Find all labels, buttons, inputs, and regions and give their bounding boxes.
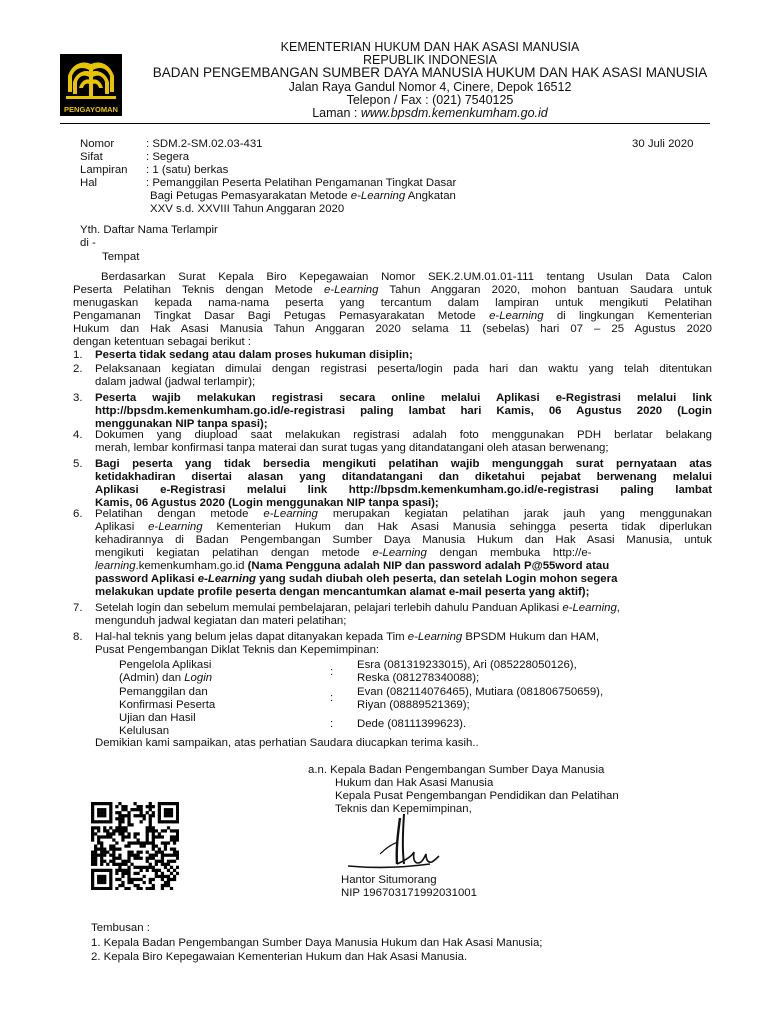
item-5-line-3[interactable]: Aplikasi e-Registrasi melalui link http://bpsdm.kemenkumham.go.id/e-registrasi paling lambat [95, 484, 712, 496]
item-8-line-1b: e-Learning [407, 631, 463, 643]
intro-line-2c: Tahun Anggaran 2020, mohon bantuan Saudara untuk [378, 284, 712, 296]
qr-code [91, 802, 179, 890]
item-6-line-4b: e-Learning [372, 547, 427, 559]
agency-phone: Telepon / Fax : (021) 7540125 [346, 93, 514, 107]
intro-line-4c: di lingkungan Kementerian [543, 310, 712, 322]
contact-2-value-2: Riyan (08889521369); [357, 699, 470, 711]
item-6-line-2a: Aplikasi [95, 521, 149, 533]
hal-line-3: XXV s.d. XXVIII Tahun Anggaran 2020 [150, 203, 345, 215]
hal-line-1: : Pemanggilan Peserta Pelatihan Pengamanan Tingkat Dasar [146, 177, 457, 189]
item-6-line-6b: e-Learning [197, 573, 256, 585]
intro-line-4b: e-Learning [489, 310, 544, 322]
item-6-line-2b: e-Learning [148, 521, 203, 533]
item-3-line-3: menggunakan NIP tanpa spasi); [95, 418, 268, 430]
item-2-number: 2. [73, 363, 83, 375]
hal-line-2 [150, 190, 456, 203]
item-7-line-1 [95, 602, 620, 615]
contact-3-label-2: Kelulusan [119, 725, 170, 737]
item-7-number: 7. [73, 602, 83, 614]
nomor-value: : SDM.2-SM.02.03-431 [146, 138, 263, 150]
item-4-number: 4. [73, 429, 83, 441]
item-5-number: 5. [73, 458, 83, 470]
contact-1-label-2 [119, 672, 212, 685]
agency-website [120, 106, 740, 120]
lampiran-label: Lampiran [80, 164, 128, 176]
intro-line-2a: Peserta Pelatihan Teknis dengan Metode [73, 284, 324, 296]
item-5-line-4: Kamis, 06 Agustus 2020 (Login menggunakan NIP tanpa spasi); [95, 497, 439, 509]
contact-2-colon: : [330, 692, 334, 704]
signer-nip: NIP 196703171992031001 [341, 887, 477, 899]
tembusan-item-1: 1. Kepala Badan Pengembangan Sumber Daya Manusia Hukum dan Hak Asasi Manusia; [91, 937, 543, 949]
item-7-line-1b: e-Learning [562, 602, 617, 614]
contact-2-label-2: Konfirmasi Peserta [119, 699, 216, 711]
item-6-number: 6. [73, 508, 83, 520]
item-7-line-1c: , [616, 602, 620, 614]
item-5-line-2: ketidakhadiran disertai alasan yang ditandatangani dan diketahui pejabat berwenang melalui [95, 471, 712, 483]
item-6-line-1b: e-Learning [263, 508, 318, 520]
signature-an: a.n. Kepala Badan Pengembangan Sumber Daya Manusia [308, 764, 605, 776]
signer-name: Hantor Situmorang [341, 874, 437, 886]
item-8-line-1a: Hal-hal teknis yang belum jelas dapat ditanyakan kepada Tim [95, 631, 408, 643]
item-3-number: 3. [73, 392, 83, 404]
signature-scribble-icon [340, 808, 450, 878]
item-3-line-1: Peserta wajib melakukan registrasi secara online melalui Aplikasi e-Registrasi melalui link [95, 392, 712, 404]
item-6-line-2 [95, 521, 712, 534]
item-6-line-2c: Kementerian Hukum dan Hak Asasi Manusia sehingga peserta tidak diperlukan [202, 521, 712, 533]
contact-1-colon: : [330, 666, 334, 678]
contact-1-value-1: Esra (081319233015), Ari (085228050126), [357, 659, 577, 671]
intro-line-2b: e-Learning [323, 284, 379, 296]
item-2-line-1: Pelaksanaan kegiatan dimulai dengan registrasi peserta/login pada hari dan waktu yang telah ditentukan [95, 363, 712, 375]
handwritten-signature [340, 808, 450, 878]
item-1-number: 1. [73, 349, 83, 361]
tembusan-item-2: 2. Kepala Biro Kepegawaian Kementerian Hukum dan Hak Asasi Manusia. [91, 951, 468, 963]
item-6-line-5c: (Nama Pengguna adalah NIP dan password adalah P@55word atau [247, 560, 610, 572]
item-6-line-7: melakukan update profile peserta dengan mencantumkan alamat e-mail peserta yang aktif); [95, 586, 590, 598]
item-6-line-4c[interactable]: dengan membuka http://e- [426, 547, 592, 559]
item-7-line-1a: Setelah login dan sebelum memulai pembelajaran, pelajari terlebih dahulu Panduan Aplikasi [95, 602, 563, 614]
item-6-line-4a: mengikuti kegiatan pelatihan dengan metode [95, 547, 373, 559]
closing-sentence: Demikian kami sampaikan, atas perhatian Saudara diucapkan terima kasih.. [95, 737, 479, 749]
item-6-line-1 [95, 508, 712, 521]
qr-code-icon [91, 802, 179, 890]
item-5-line-1: Bagi peserta yang tidak bersedia mengikuti pelatihan wajib mengunggah surat pernyataan atas [95, 458, 712, 470]
pengayoman-emblem-icon [60, 54, 122, 116]
intro-line-3: menugaskan kepada nama-nama peserta yang tercantum dalam lampiran untuk mengikuti Pelatihan [73, 297, 712, 309]
contact-3-value-1: Dede (08111399623). [357, 718, 467, 730]
logo-caption: PENGAYOMAN [64, 105, 118, 114]
addressee-yth: Yth. Daftar Nama Terlampir [80, 224, 218, 236]
contact-1-label-1: Pengelola Aplikasi [119, 659, 212, 671]
addressee-tempat: Tempat [102, 251, 140, 263]
item-6-line-1c: merupakan kegiatan pelatihan jarak jauh yang menggunakan [317, 508, 712, 520]
item-6-line-5a[interactable]: learning [95, 560, 136, 572]
sifat-value: : Segera [146, 151, 190, 163]
hal-line-2b: e-Learning [350, 190, 406, 202]
republic-name: REPUBLIK INDONESIA [362, 53, 498, 67]
item-8-number: 8. [73, 631, 83, 643]
item-7-line-2: mengunduh jadwal kegiatan dan materi pelatihan; [95, 615, 347, 627]
item-6-line-5 [95, 560, 609, 573]
item-4-line-2: merah, lembar konfirmasi tanpa materai dan surat tugas yang ditandatangani oleh atasan berwenang; [95, 442, 609, 454]
nomor-label: Nomor [80, 138, 115, 150]
item-8-line-1c: BPSDM Hukum dan HAM, [462, 631, 599, 643]
item-3-line-2[interactable]: http://bpsdm.kemenkumham.go.id/e-registrasi paling lambat hari Kamis, 06 Agustus 2020 (Login [95, 405, 712, 417]
website-label: Laman : [312, 106, 361, 120]
signature-title-2: Teknis dan Kepemimpinan, [335, 803, 472, 815]
letter-date: 30 Juli 2020 [632, 138, 694, 150]
item-6-line-1a: Pelatihan dengan metode [95, 508, 264, 520]
header-divider [60, 123, 710, 124]
addressee-di: di - [80, 237, 96, 249]
item-6-line-5b[interactable]: .kemenkumham.go.id [135, 560, 248, 572]
agency-name: BADAN PENGEMBANGAN SUMBER DAYA MANUSIA HUKUM DAN HAK ASASI MANUSIA [152, 65, 708, 80]
item-8-line-2: Pusat Pengembangan Diklat Teknis dan Kepemimpinan: [95, 644, 380, 656]
sifat-label: Sifat [80, 151, 103, 163]
item-8-line-1 [95, 631, 599, 644]
ministry-name: KEMENTERIAN HUKUM DAN HAK ASASI MANUSIA [280, 40, 580, 54]
signature-an-2: Hukum dan Hak Asasi Manusia [335, 777, 494, 789]
item-1-text: Peserta tidak sedang atau dalam proses hukuman disiplin; [95, 349, 413, 361]
contact-2-label-1: Pemanggilan dan [119, 686, 208, 698]
item-6-line-4 [95, 547, 591, 560]
contact-3-colon: : [330, 718, 334, 730]
contact-2-value-1: Evan (082114076465), Mutiara (081806750659), [357, 686, 604, 698]
hal-label: Hal [80, 177, 98, 189]
contact-1-value-2: Reska (081278340088); [357, 672, 480, 684]
hal-line-2a: Bagi Petugas Pemasyarakatan Metode [150, 190, 351, 202]
contact-3-label-1: Ujian dan Hasil [119, 712, 196, 724]
contact-1-label-2b: Login [184, 672, 213, 684]
ministry-logo [60, 54, 122, 116]
item-6-line-3: kehadirannya di Badan Pengembangan Sumber Daya Manusia Hukum dan Hak Asasi Manusia, untuk [95, 534, 712, 546]
intro-line-5: Hukum dan Hak Asasi Manusia Tahun Anggaran 2020 selama 11 (sebelas) hari 07 – 25 Agustus 2020 [73, 323, 712, 335]
agency-address: Jalan Raya Gandul Nomor 4, Cinere, Depok 16512 [288, 80, 572, 94]
contact-1-label-2a: (Admin) dan [119, 672, 185, 684]
signature-title-1: Kepala Pusat Pengembangan Pendidikan dan Pelatihan [335, 790, 619, 802]
intro-line-2 [73, 284, 712, 297]
tembusan-label: Tembusan : [91, 922, 150, 934]
item-6-line-6c: yang sudah diubah oleh peserta, dan setelah Login mohon segera [256, 573, 618, 585]
intro-line-4 [73, 310, 712, 323]
item-2-line-2: dalam jadwal (jadwal terlampir); [95, 376, 256, 388]
website-link[interactable]: www.bpsdm.kemenkumham.go.id [360, 106, 548, 120]
intro-line-6: dengan ketentuan sebagai berikut : [73, 336, 251, 348]
intro-line-4a: Pengamanan Tingkat Dasar Bagi Petugas Pemasyarakatan Metode [73, 310, 490, 322]
item-6-line-6a: password Aplikasi [95, 573, 198, 585]
item-6-line-6 [95, 573, 617, 586]
intro-line-1: Berdasarkan Surat Kepala Biro Kepegawaian Nomor SEK.2.UM.01.01-111 tentang Usulan Data Calon [101, 271, 712, 283]
item-4-line-1: Dokumen yang diupload saat melakukan registrasi adalah foto menggunakan PDH berlatar belakang [95, 429, 712, 441]
hal-line-2c: Angkatan [405, 190, 456, 202]
lampiran-value: : 1 (satu) berkas [146, 164, 229, 176]
